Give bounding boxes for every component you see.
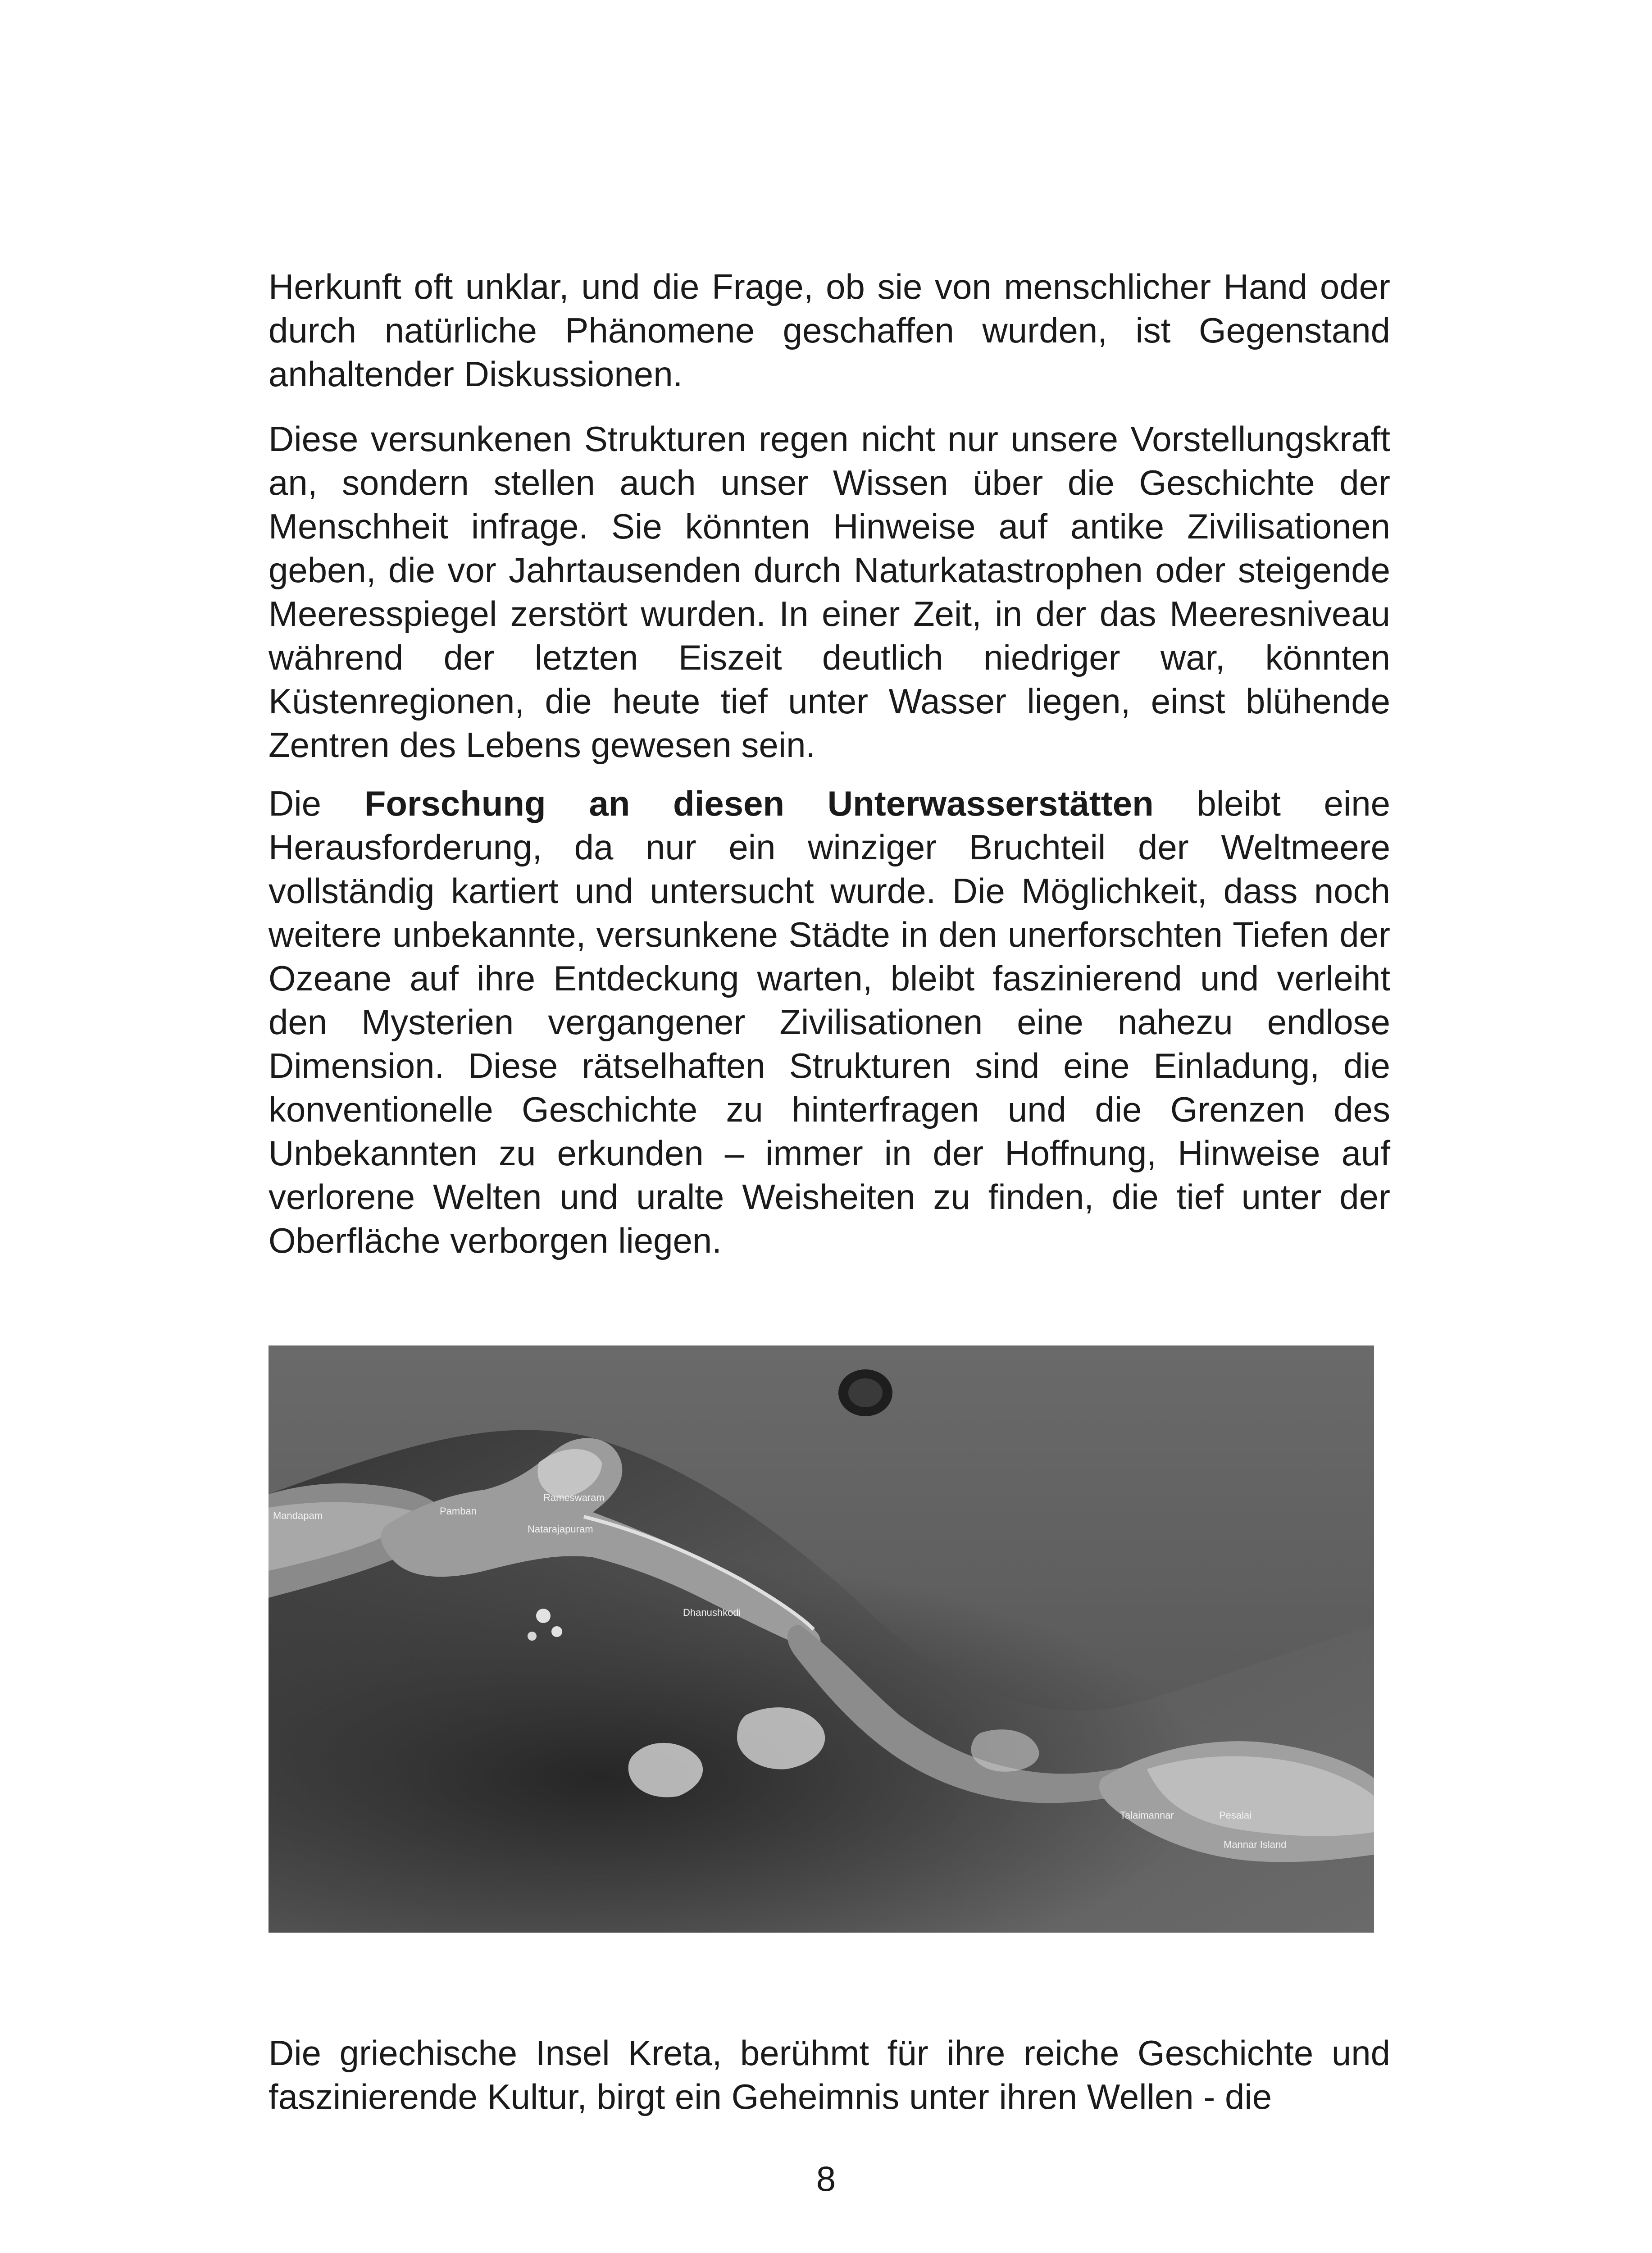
- label-dhanushkodi: Dhanushkodi: [683, 1607, 741, 1618]
- satellite-map-image: [269, 1345, 1374, 1933]
- paragraph-2: Diese versunkenen Strukturen regen nicht nur unsere Vorstellungskraft an, sondern stellen auch unser Wissen über die Geschichte der Menschheit infrage. Sie könnten Hinweise auf antike Zivilisationen geben, die vor Jahrtausenden durch Naturkatastrophen oder steigende Meeresspiegel zerstört wurden. In einer Zeit, in der das Meeresniveau während der letzten Eiszeit deutlich niedriger war, könnten Küstenregionen, die heute tief unter Wasser liegen, einst blühende Zentren des Lebens gewesen sein.: [269, 419, 1390, 765]
- label-mandapam: Mandapam: [273, 1510, 323, 1521]
- small-islet-rim: [848, 1378, 883, 1407]
- label-natarajapuram: Natarajapuram: [528, 1523, 593, 1535]
- paragraph-3-emphasis: Forschung an diesen Unterwasserstätten: [364, 784, 1154, 823]
- paragraph-3-rest: bleibt eine Herausforderung, da nur ein winziger Bruchteil der Weltmeere vollständig kartiert und untersucht wurde. Die Möglichkeit, dass noch weitere unbekannte, versunkene Städte in den unerforschten Tiefen der Ozeane auf ihre Entdeckung warten, bleibt faszinierend und verleiht den Mysterien vergangener Zivilisationen eine nahezu endlose Dimension. Diese rätselhaften Strukturen sind eine Einladung, die konventionelle Geschichte zu hinterfragen und die Grenzen des Unbekannten zu erkunden – immer in der Hoffnung, Hinweise auf verlorene Welten und uralte Weisheiten zu finden, die tief unter der Oberfläche verborgen liegen.: [269, 784, 1391, 1260]
- small-reef-3: [528, 1632, 537, 1641]
- label-talaimannar: Talaimannar: [1120, 1810, 1174, 1821]
- paragraph-3: [269, 782, 1390, 1263]
- small-reef-1: [536, 1609, 551, 1623]
- paragraph-1: Herkunft oft unklar, und die Frage, ob sie von menschlicher Hand oder durch natürliche Phänomene geschaffen wurden, ist Gegenstand anhaltender Diskussionen.: [269, 267, 1390, 394]
- label-rameswaram: Rameswaram: [543, 1492, 605, 1503]
- paragraph-4: Die griechische Insel Kreta, berühmt für ihre reiche Geschichte und faszinierende Kultur, birgt ein Geheimnis unter ihren Wellen - die: [269, 2033, 1390, 2116]
- page-number: 8: [816, 2159, 836, 2198]
- label-mannar-island: Mannar Island: [1224, 1839, 1287, 1850]
- paragraph-3-lead: Die: [269, 784, 322, 823]
- small-reef-2: [551, 1626, 562, 1637]
- label-pamban: Pamban: [440, 1505, 477, 1517]
- label-pesalai: Pesalai: [1219, 1810, 1252, 1821]
